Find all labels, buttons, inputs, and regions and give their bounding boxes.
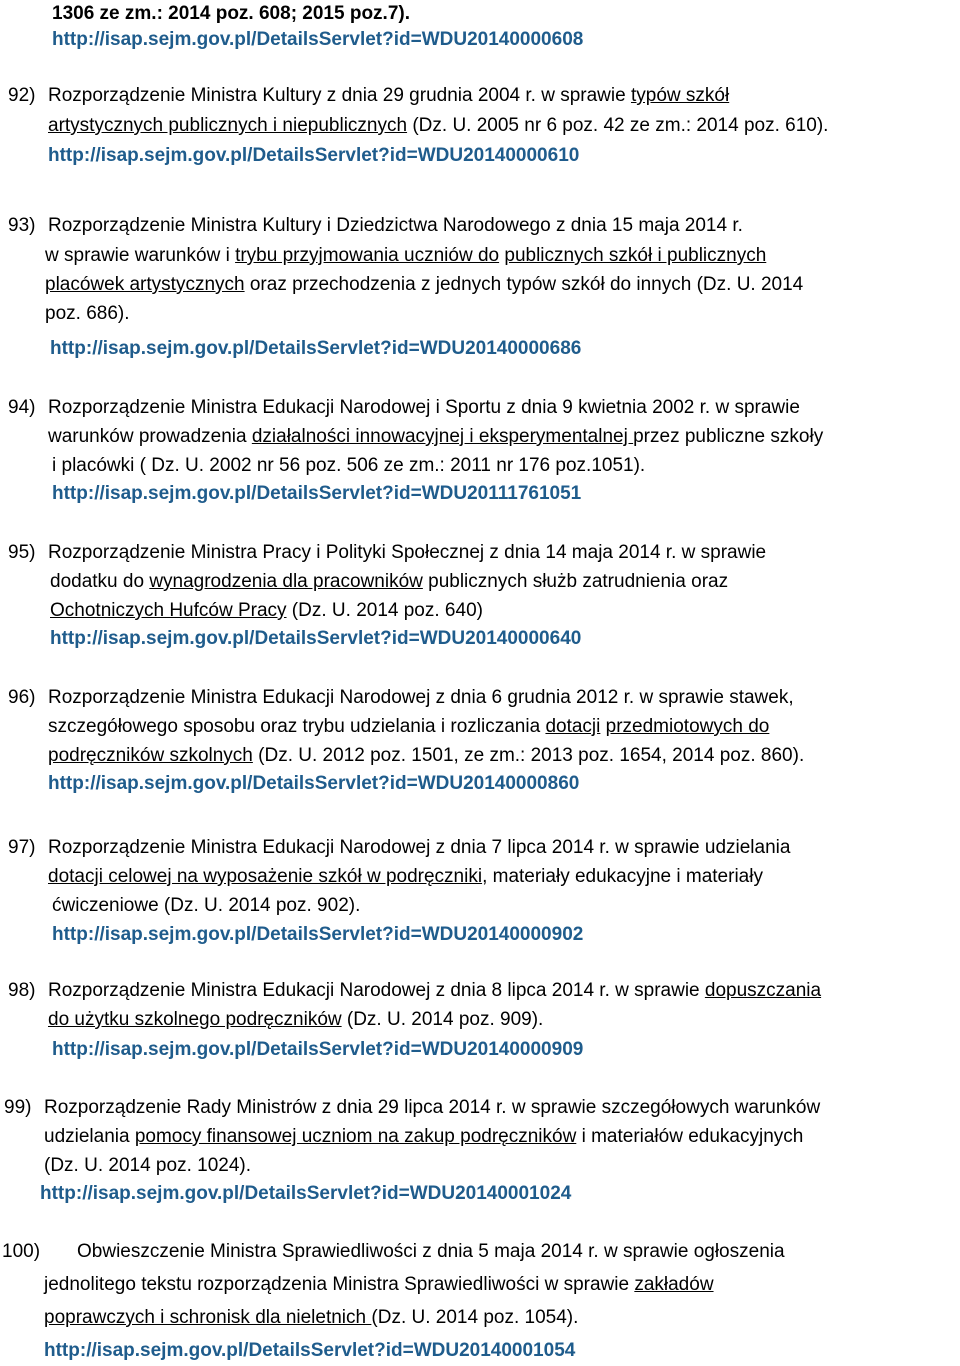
item-text-line: dotacji celowej na wyposażenie szkół w podręczniki, materiały edukacyjne i materiały: [48, 866, 763, 887]
item-text-line: w sprawie warunków i trybu przyjmowania uczniów do publicznych szkół i publicznych: [45, 245, 767, 266]
isap-link[interactable]: http://isap.sejm.gov.pl/DetailsServlet?id=WDU20140000640: [50, 628, 582, 649]
item-number: 93): [8, 215, 36, 236]
isap-link[interactable]: http://isap.sejm.gov.pl/DetailsServlet?id=WDU20111761051: [52, 483, 582, 504]
item-text-line: Rozporządzenie Ministra Pracy i Polityki Społecznej z dnia 14 maja 2014 r. w sprawie: [48, 542, 767, 563]
item-text-line: i placówki ( Dz. U. 2002 nr 56 poz. 506 ze zm.: 2011 nr 176 poz.1051).: [52, 455, 646, 476]
item-text-line: Rozporządzenie Rady Ministrów z dnia 29 lipca 2014 r. w sprawie szczegółowych warunków: [44, 1097, 821, 1118]
item-text-line: Rozporządzenie Ministra Edukacji Narodowej z dnia 6 grudnia 2012 r. w sprawie stawek,: [48, 687, 794, 708]
item-text-line: (Dz. U. 2014 poz. 1024).: [44, 1155, 251, 1176]
item-number: 98): [8, 980, 36, 1001]
isap-link[interactable]: http://isap.sejm.gov.pl/DetailsServlet?id=WDU20140001024: [40, 1183, 572, 1204]
item-text-line: Obwieszczenie Ministra Sprawiedliwości z dnia 5 maja 2014 r. w sprawie ogłoszenia: [77, 1241, 785, 1262]
item-text-line: Rozporządzenie Ministra Kultury i Dziedzictwa Narodowego z dnia 15 maja 2014 r.: [48, 215, 743, 236]
item-text-line: do użytku szkolnego podręczników (Dz. U. 2014 poz. 909).: [48, 1009, 544, 1030]
item-text-line: artystycznych publicznych i niepublicznych (Dz. U. 2005 nr 6 poz. 42 ze zm.: 2014 poz. 610).: [48, 115, 829, 136]
item-text-line: Rozporządzenie Ministra Edukacji Narodowej z dnia 8 lipca 2014 r. w sprawie dopuszczania: [48, 980, 822, 1001]
item-text-line: poz. 686).: [45, 303, 130, 324]
isap-link[interactable]: http://isap.sejm.gov.pl/DetailsServlet?id=WDU20140000608: [52, 29, 584, 50]
item-number: 97): [8, 837, 36, 858]
item-number: 92): [8, 85, 36, 106]
isap-link[interactable]: http://isap.sejm.gov.pl/DetailsServlet?id=WDU20140000610: [48, 145, 580, 166]
item-text-line: Rozporządzenie Ministra Edukacji Narodowej z dnia 7 lipca 2014 r. w sprawie udzielania: [48, 837, 791, 858]
item-text-line: dodatku do wynagrodzenia dla pracowników publicznych służb zatrudnienia oraz: [50, 571, 729, 592]
item-text-line: podręczników szkolnych (Dz. U. 2012 poz. 1501, ze zm.: 2013 poz. 1654, 2014 poz. 860).: [48, 745, 805, 766]
item-text-line: Rozporządzenie Ministra Edukacji Narodowej i Sportu z dnia 9 kwietnia 2002 r. w sprawie: [48, 397, 800, 418]
item-number: 95): [8, 542, 36, 563]
item-text-line: placówek artystycznych oraz przechodzenia z jednych typów szkół do innych (Dz. U. 2014: [45, 274, 804, 295]
item-number: 100): [2, 1241, 41, 1262]
item-text-line: Ochotniczych Hufców Pracy (Dz. U. 2014 poz. 640): [50, 600, 483, 621]
intro-text: 1306 ze zm.: 2014 poz. 608; 2015 poz.7).: [52, 3, 411, 24]
isap-link[interactable]: http://isap.sejm.gov.pl/DetailsServlet?id=WDU20140000902: [52, 924, 584, 945]
isap-link[interactable]: http://isap.sejm.gov.pl/DetailsServlet?id=WDU20140000686: [50, 338, 582, 359]
isap-link[interactable]: http://isap.sejm.gov.pl/DetailsServlet?id=WDU20140000909: [52, 1039, 584, 1060]
isap-link[interactable]: http://isap.sejm.gov.pl/DetailsServlet?id=WDU20140000860: [48, 773, 580, 794]
item-number: 96): [8, 687, 36, 708]
item-text-line: jednolitego tekstu rozporządzenia Ministra Sprawiedliwości w sprawie zakładów: [44, 1274, 714, 1295]
item-text-line: warunków prowadzenia działalności innowacyjnej i eksperymentalnej przez publiczne szkoły: [48, 426, 824, 447]
item-text-line: szczegółowego sposobu oraz trybu udzielania i rozliczania dotacji przedmiotowych do: [48, 716, 770, 737]
item-number: 94): [8, 397, 36, 418]
item-text-line: ćwiczeniowe (Dz. U. 2014 poz. 902).: [52, 895, 361, 916]
item-number: 99): [4, 1097, 32, 1118]
item-text-line: Rozporządzenie Ministra Kultury z dnia 29 grudnia 2004 r. w sprawie typów szkół: [48, 85, 730, 106]
item-text-line: udzielania pomocy finansowej uczniom na zakup podręczników i materiałów edukacyjnych: [44, 1126, 804, 1147]
item-text-line: poprawczych i schronisk dla nieletnich (Dz. U. 2014 poz. 1054).: [44, 1307, 579, 1328]
isap-link[interactable]: http://isap.sejm.gov.pl/DetailsServlet?id=WDU20140001054: [44, 1340, 576, 1361]
